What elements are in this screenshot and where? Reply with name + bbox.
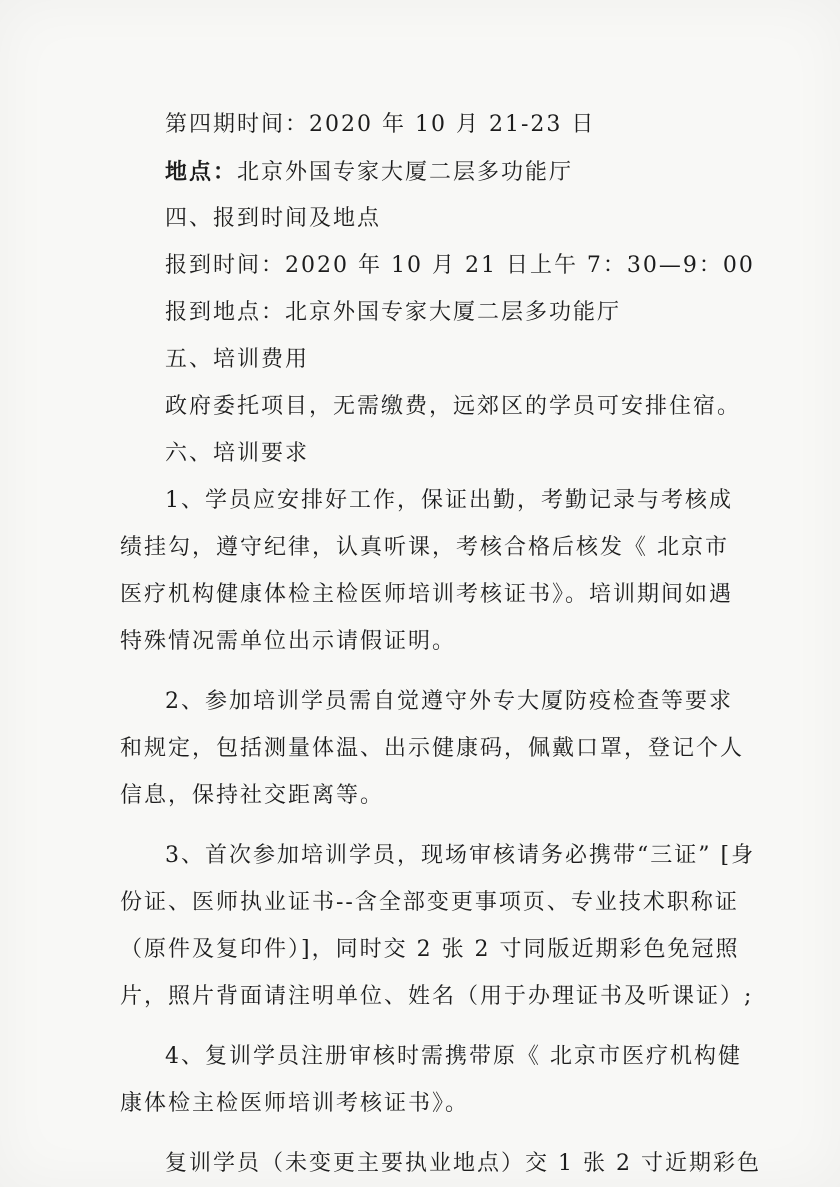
fee-text-line: 政府委托项目，无需缴费，远郊区的学员可安排住宿。 [165, 394, 742, 419]
session-time-line: 第四期时间：2020 年 10 月 21-23 日 [165, 112, 596, 137]
paragraph-line: 绩挂勾，遵守纪律，认真听课，考核合格后核发《 北京市 [120, 535, 729, 560]
requirement-2-paragraph [120, 681, 745, 817]
requirement-1-paragraph [120, 480, 734, 663]
checkin-location-line: 报到地点：北京外国专家大厦二层多功能厅 [165, 300, 622, 325]
requirement-3-paragraph [120, 835, 756, 1018]
location-line [120, 151, 722, 193]
section-6-heading: 六、培训要求 [165, 441, 310, 466]
section-5-heading: 五、培训费用 [165, 347, 310, 372]
location-value: 北京外国专家大厦二层多功能厅 [237, 160, 574, 185]
section-4-heading: 四、报到时间及地点 [165, 206, 382, 231]
paragraph-line: 4、复训学员注册审核时需携带原《 北京市医疗机构健 [165, 1044, 742, 1069]
paragraph-line: 片，照片背面请注明单位、姓名（用于办理证书及听课证）; [120, 984, 754, 1009]
retrain-line: 复训学员（未变更主要执业地点）交 1 张 2 寸近期彩色 [165, 1151, 761, 1176]
paragraph-line: 2、参加培训学员需自觉遵守外专大厦防疫检查等要求 [165, 689, 733, 714]
location-label: 地点： [165, 159, 238, 185]
paragraph-line: 和规定，包括测量体温、出示健康码，佩戴口罩，登记个人 [120, 736, 745, 761]
paragraph-line: 康体检主检医师培训考核证书》。 [120, 1091, 470, 1116]
paragraph-line: （原件及复印件）]，同时交 2 张 2 寸同版近期彩色免冠照 [120, 937, 740, 962]
document-body [120, 104, 761, 1185]
requirement-4-paragraph [120, 1036, 742, 1125]
paragraph-line: 份证、医师执业证书--含全部变更事项页、专业技术职称证 [120, 890, 739, 915]
paragraph-line: 医疗机构健康体检主检医师培训考核证书》。培训期间如遇 [120, 582, 734, 607]
paragraph-line: 信息，保持社交距离等。 [120, 783, 385, 808]
paragraph-line: 3、首次参加培训学员，现场审核请务必携带“三证” [身 [165, 843, 756, 868]
paragraph-line: 1、学员应安排好工作，保证出勤，考勤记录与考核成 [165, 488, 733, 513]
paragraph-line: 特殊情况需单位出示请假证明。 [120, 629, 457, 654]
checkin-time-line: 报到时间：2020 年 10 月 21 日上午 7：30—9：00 [165, 253, 755, 278]
